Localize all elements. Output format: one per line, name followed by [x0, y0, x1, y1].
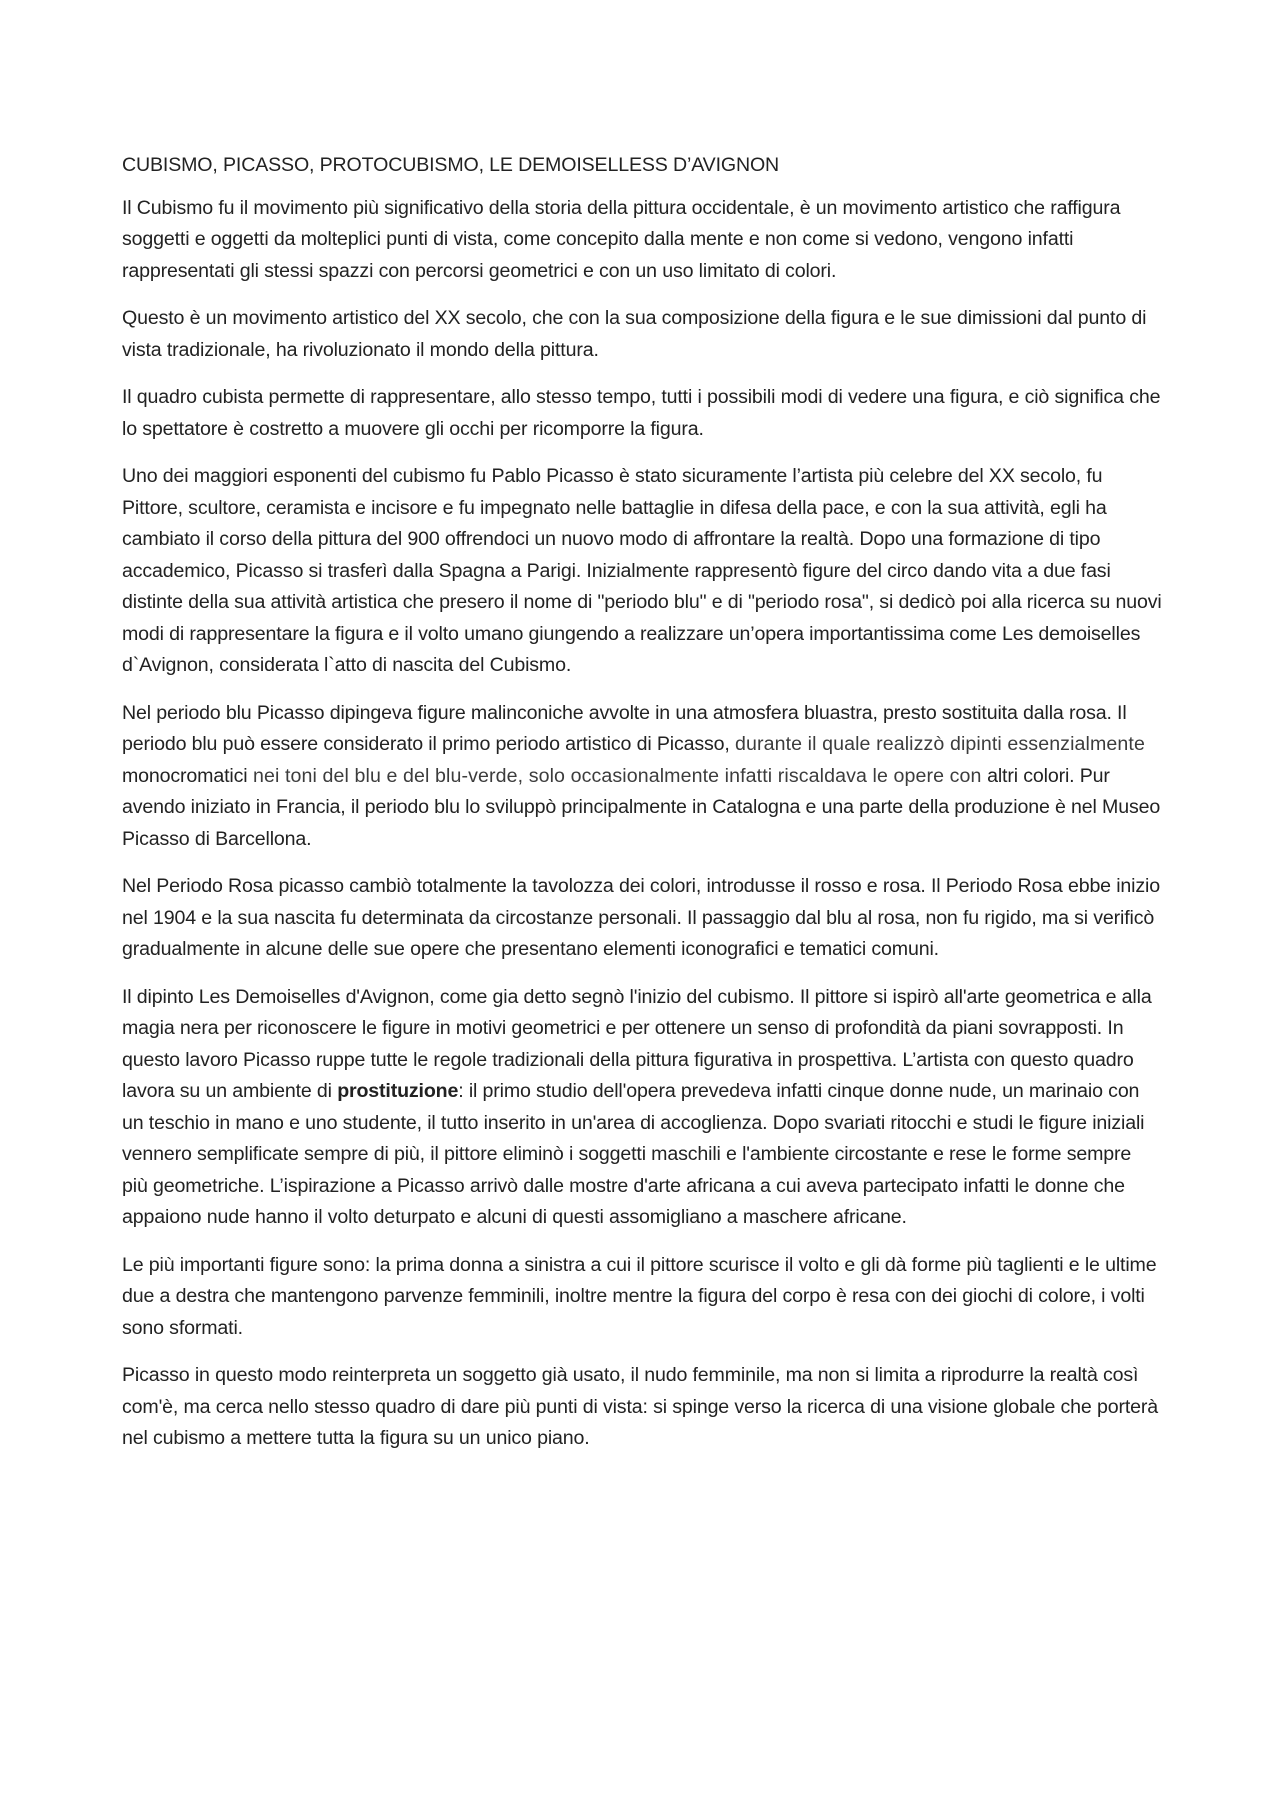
periodo-blu-text-4: nei toni del blu e del blu-verde, solo occasionalmente infatti riscaldava le opere con [247, 764, 988, 787]
paragraph-xx-secolo: Questo è un movimento artistico del XX secolo, che con la sua composizione della figura e le sue dimissioni dal punto di vista tradizionale, ha rivoluzionato il mondo della pittura. [122, 307, 1147, 361]
paragraph-periodo-blu [122, 698, 1162, 856]
demoiselles-text-1: Il dipinto Les Demoiselles d'Avignon, come gia detto segnò l'inizio del cubismo. Il pittore si ispirò all'arte geometrica e alla magia nera per riconoscere le figure in motivi geometrici e per ottenere un senso di profondità da piani sovrapposti. In questo lavoro Picasso ruppe tutte le regole tradizionali della pittura figurativa in prospettiva. L’artista con questo quadro lavora su un ambiente di [122, 985, 1152, 1102]
document-title: CUBISMO, PICASSO, PROTOCUBISMO, LE DEMOISELLESS D’AVIGNON [122, 154, 780, 176]
periodo-blu-text-2: durante il quale realizzò dipinti essenzialmente [734, 733, 1145, 755]
paragraph-periodo-rosa: Nel Periodo Rosa picasso cambiò totalmente la tavolozza dei colori, introdusse il rosso e rosa. Il Periodo Rosa ebbe inizio nel 1904 e la sua nascita fu determinata da circostanze personali. Il passaggio dal blu al rosa, non fu rigido, ma si verificò gradualmente in alcune delle sue opere che presentano elementi iconografici e tematici comuni. [122, 875, 1160, 960]
demoiselles-bold-word: prostituzione [337, 1080, 459, 1102]
periodo-blu-text-6: Pur avendo iniziato in Francia, il periodo blu lo sviluppò principalmente in Catalogna e una parte della produzione è nel Museo Picasso di Barcellona. [122, 764, 1161, 850]
paragraph-reinterpreta: Picasso in questo modo reinterpreta un soggetto già usato, il nudo femminile, ma non si limita a riprodurre la realtà così com'è, ma cerca nello stesso quadro di dare più punti di vista: si spinge verso la ricerca di una visione globale che porterà nel cubismo a mettere tutta la figura su un unico piano. [122, 1364, 1159, 1449]
paragraph-quadro-cubista: Il quadro cubista permette di rappresentare, allo stesso tempo, tutti i possibili modi di vedere una figura, e ciò significa che lo spettatore è costretto a muovere gli occhi per ricomporre la figura. [122, 386, 1161, 440]
paragraph-demoiselles [122, 982, 1162, 1234]
periodo-blu-text-5: altri colori. [987, 764, 1075, 787]
document-page [122, 150, 1162, 1471]
paragraph-figure-importanti: Le più importanti figure sono: la prima donna a sinistra a cui il pittore scurisce il volto e gli dà forme più taglienti e le ultime due a destra che mantengono parvenze femminili, inoltre mentre la figura del corpo è resa con dei giochi di colore, i volti sono sformati. [122, 1253, 1157, 1339]
paragraph-cubismo-intro: Il Cubismo fu il movimento più significativo della storia della pittura occidentale, è un movimento artistico che raffigura soggetti e oggetti da molteplici punti di vista, come concepito dalla mente e non come si vedono, vengono infatti rappresentati gli stessi spazzi con percorsi geometrici e con un uso limitato di colori. [122, 196, 1121, 282]
paragraph-picasso: Uno dei maggiori esponenti del cubismo fu Pablo Picasso è stato sicuramente l’artista più celebre del XX secolo, fu Pittore, scultore, ceramista e incisore e fu impegnato nelle battaglie in difesa della pace, e con la sua attività, egli ha cambiato il corso della pittura del 900 offrendoci un nuovo modo di affrontare la realtà. Dopo una formazione di tipo accademico, Picasso si trasferì dalla Spagna a Parigi. Inizialmente rappresentò figure del circo dando vita a due fasi distinte della sua attività artistica che presero il nome di "periodo blu" e di "periodo rosa", si dedicò poi alla ricerca su nuovi modi di rappresentare la figura e il volto umano giungendo a realizzare un’opera importantissima come Les demoiselles d`Avignon, considerata l`atto di nascita del Cubismo. [122, 465, 1162, 676]
periodo-blu-text-1: Nel periodo blu Picasso dipingeva figure malinconiche avvolte in una atmosfera bluastra, presto sostituita dalla rosa. Il periodo blu può essere considerato il primo periodo artistico di Picasso, [122, 701, 1127, 755]
periodo-blu-text-3: monocromatici [122, 764, 248, 787]
demoiselles-text-2: : il primo studio dell'opera prevedeva infatti cinque donne nude, un marinaio con un teschio in mano e uno studente, il tutto inserito in un'area di accoglienza. Dopo svariati ritocchi e studi le figure iniziali vennero semplificate sempre di più, il pittore eliminò i soggetti maschili e l'ambiente circostante e rese le forme sempre più geometriche. L’ispirazione a Picasso arrivò dalle mostre d'arte africana a cui aveva partecipato infatti le donne che appaiono nude hanno il volto deturpato e alcuni di questi assomigliano a maschere africane. [122, 1080, 1145, 1228]
